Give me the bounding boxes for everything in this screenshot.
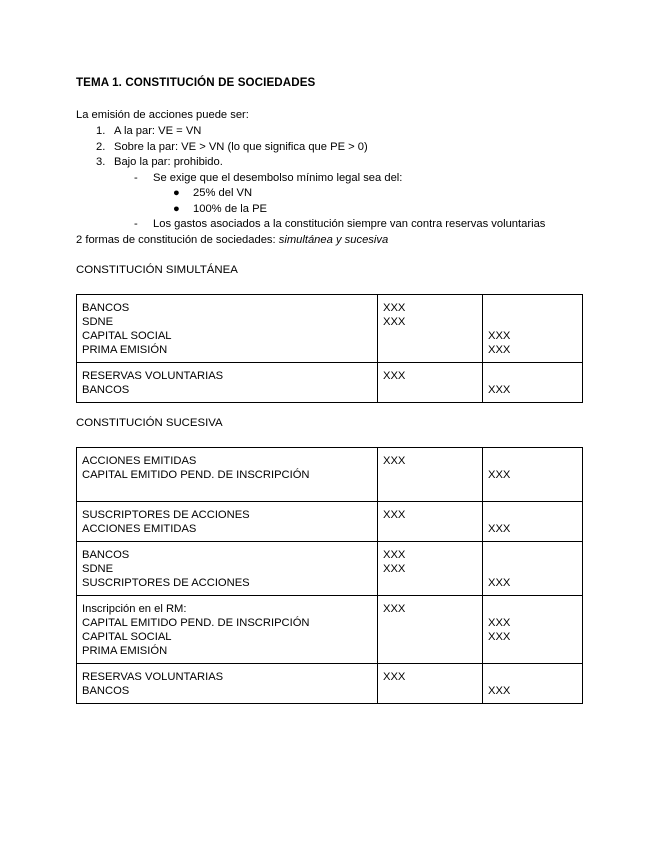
account-name: ACCIONES EMITIDAS (82, 455, 197, 467)
table-row (77, 502, 583, 542)
credit-value (488, 315, 577, 329)
list-number: 2. (96, 141, 106, 153)
sub-item-text: Se exige que el desembolso mínimo legal sea del: (153, 172, 403, 184)
account-name: Inscripción en el RM: (82, 603, 187, 615)
account-name: SUSCRIPTORES DE ACCIONES (82, 509, 250, 521)
list-item-3 (96, 155, 223, 169)
intro-text: La emisión de acciones puede ser: (76, 109, 249, 121)
account-name: CAPITAL SOCIAL (82, 631, 172, 643)
accounts-cell (77, 542, 378, 596)
credit-cell (483, 664, 583, 704)
credit-value: XXX (488, 384, 511, 396)
accounts-cell (77, 502, 378, 542)
table-row (77, 542, 583, 596)
debit-cell (378, 596, 483, 664)
list-text: Sobre la par: VE > VN (lo que significa que PE > 0) (114, 141, 368, 153)
debit-value (383, 343, 477, 357)
account-name: CAPITAL SOCIAL (82, 330, 172, 342)
debit-value: XXX (383, 455, 406, 467)
debit-cell (378, 363, 483, 403)
list-item-1 (96, 124, 201, 138)
credit-cell (483, 596, 583, 664)
debit-value (383, 383, 477, 397)
credit-value (488, 562, 577, 576)
sub-item-desembolso (134, 171, 402, 185)
credit-value (488, 508, 577, 522)
accounts-cell (77, 363, 378, 403)
section-heading-simultanea: CONSTITUCIÓN SIMULTÁNEA (76, 264, 238, 276)
dash-marker: - (134, 172, 138, 184)
account-name: SDNE (82, 316, 114, 328)
list-item-2 (96, 140, 368, 154)
debit-cell (378, 542, 483, 596)
credit-cell (483, 363, 583, 403)
journal-table-sucesiva (76, 447, 583, 704)
debit-cell (378, 448, 483, 502)
accounts-cell (77, 295, 378, 363)
journal-table-simultanea (76, 294, 583, 403)
forms-prefix: 2 formas de constitución de sociedades: (76, 234, 279, 246)
debit-value (383, 482, 477, 496)
account-name: BANCOS (82, 549, 130, 561)
debit-value: XXX (383, 370, 406, 382)
credit-value (488, 454, 577, 468)
credit-value: XXX (488, 469, 511, 481)
table-row (77, 363, 583, 403)
debit-value: XXX (383, 563, 406, 575)
account-name: PRIMA EMISIÓN (82, 645, 168, 657)
account-name: RESERVAS VOLUNTARIAS (82, 671, 224, 683)
page-title: TEMA 1. CONSTITUCIÓN DE SOCIEDADES (76, 76, 316, 89)
credit-value: XXX (488, 617, 511, 629)
debit-value (383, 329, 477, 343)
bullet-item-2 (173, 202, 267, 216)
debit-value: XXX (383, 509, 406, 521)
list-number: 1. (96, 125, 106, 137)
debit-value (383, 576, 477, 590)
debit-value (383, 616, 477, 630)
accounts-cell (77, 596, 378, 664)
account-name: RESERVAS VOLUNTARIAS (82, 370, 224, 382)
debit-cell (378, 295, 483, 363)
credit-value: XXX (488, 685, 511, 697)
bullet-text: 25% del VN (193, 187, 253, 199)
debit-value (383, 630, 477, 644)
credit-value: XXX (488, 344, 511, 356)
debit-value (383, 468, 477, 482)
table-row (77, 295, 583, 363)
debit-value: XXX (383, 549, 406, 561)
credit-value (488, 482, 577, 496)
credit-value: XXX (488, 577, 511, 589)
credit-value: XXX (488, 523, 511, 535)
account-name: CAPITAL EMITIDO PEND. DE INSCRIPCIÓN (82, 617, 310, 629)
account-name: BANCOS (82, 685, 130, 697)
list-text: Bajo la par: prohibido. (114, 156, 223, 168)
credit-cell (483, 295, 583, 363)
credit-cell (483, 448, 583, 502)
debit-value: XXX (383, 603, 406, 615)
account-name: ACCIONES EMITIDAS (82, 523, 197, 535)
debit-value: XXX (383, 316, 406, 328)
credit-value (488, 301, 577, 315)
sub-item-text: Los gastos asociados a la constitución siempre van contra reservas voluntarias (153, 218, 546, 230)
account-name: BANCOS (82, 302, 130, 314)
table-row (77, 664, 583, 704)
section-heading-sucesiva: CONSTITUCIÓN SUCESIVA (76, 417, 223, 429)
forms-text (76, 233, 388, 247)
credit-value (488, 602, 577, 616)
debit-value: XXX (383, 302, 406, 314)
credit-value (488, 670, 577, 684)
dash-marker: - (134, 218, 138, 230)
list-text: A la par: VE = VN (114, 125, 202, 137)
account-name: SDNE (82, 563, 114, 575)
debit-value (383, 684, 477, 698)
sub-item-gastos (134, 217, 545, 231)
credit-cell (483, 502, 583, 542)
credit-cell (483, 542, 583, 596)
account-name (82, 482, 372, 496)
credit-value (488, 548, 577, 562)
debit-value (383, 522, 477, 536)
table-row (77, 448, 583, 502)
credit-value: XXX (488, 330, 511, 342)
bullet-icon: ● (173, 203, 180, 215)
accounts-cell (77, 664, 378, 704)
bullet-item-1 (173, 186, 252, 200)
debit-value: XXX (383, 671, 406, 683)
account-name: BANCOS (82, 384, 130, 396)
credit-value (488, 369, 577, 383)
accounts-cell (77, 448, 378, 502)
table-row (77, 596, 583, 664)
account-name: PRIMA EMISIÓN (82, 344, 168, 356)
credit-value (488, 644, 577, 658)
credit-value: XXX (488, 631, 511, 643)
debit-cell (378, 664, 483, 704)
debit-value (383, 644, 477, 658)
account-name: SUSCRIPTORES DE ACCIONES (82, 577, 250, 589)
bullet-icon: ● (173, 187, 180, 199)
account-name: CAPITAL EMITIDO PEND. DE INSCRIPCIÓN (82, 469, 310, 481)
forms-italic: simultánea y sucesiva (278, 234, 389, 246)
debit-cell (378, 502, 483, 542)
list-number: 3. (96, 156, 106, 168)
bullet-text: 100% de la PE (193, 203, 268, 215)
